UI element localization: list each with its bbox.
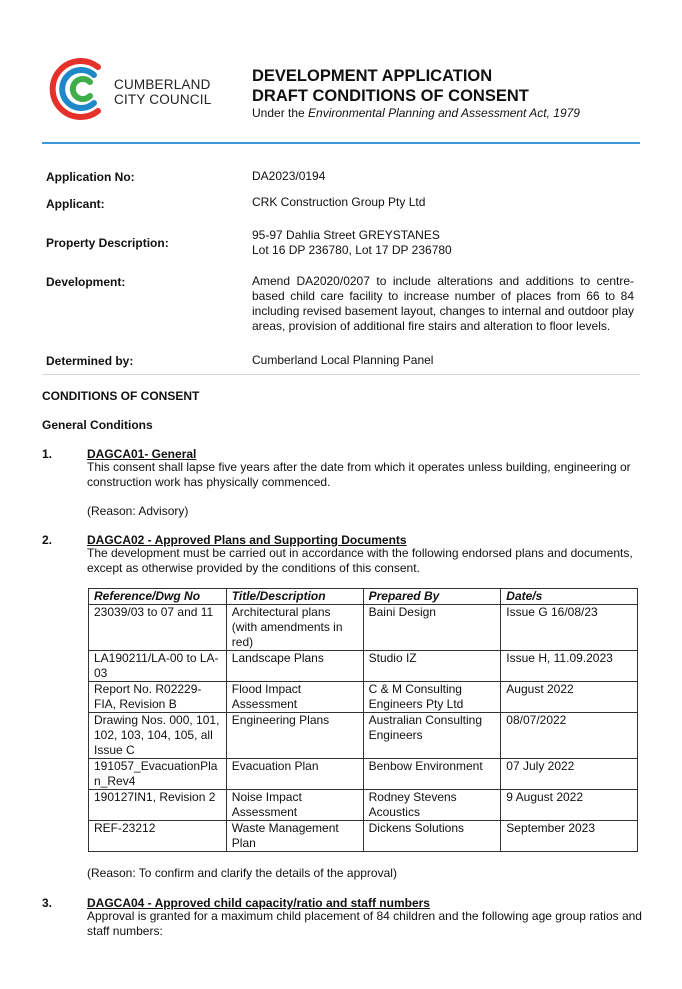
logo-wordmark [114, 77, 211, 107]
column-header-dates: Date/s [501, 589, 638, 605]
cell-reference: REF-23212 [89, 821, 227, 852]
cell-title: Landscape Plans [226, 651, 363, 682]
title-line-2: DRAFT CONDITIONS OF CONSENT [252, 87, 529, 105]
cell-reference: Drawing Nos. 000, 101, 102, 103, 104, 105, all Issue C [89, 713, 227, 759]
cell-date: 9 August 2022 [501, 790, 638, 821]
table-row [89, 605, 638, 651]
column-header-prepared-by: Prepared By [363, 589, 501, 605]
approved-plans-table [88, 588, 638, 852]
table-row [89, 759, 638, 790]
conditions-heading: CONDITIONS OF CONSENT [42, 389, 200, 403]
property-value [252, 228, 452, 258]
condition-2-reason: (Reason: To confirm and clarify the details of the approval) [87, 866, 397, 880]
condition-1-number: 1. [42, 447, 53, 461]
table-row [89, 682, 638, 713]
document-subtitle [252, 106, 580, 120]
condition-2-number: 2. [42, 533, 53, 547]
condition-1-body: This consent shall lapse five years after the date from which it operates unless building, engineering or construction work has physically commenced. [87, 460, 631, 489]
cell-title: Waste Management Plan [226, 821, 363, 852]
column-header-reference: Reference/Dwg No [89, 589, 227, 605]
cell-prepared-by: Baini Design [363, 605, 501, 651]
details-divider [42, 374, 640, 375]
council-logo [48, 56, 218, 122]
cell-title: Engineering Plans [226, 713, 363, 759]
subtitle-prefix: Under the [252, 106, 309, 120]
cell-reference: Report No. R02229-FIA, Revision B [89, 682, 227, 713]
general-conditions-heading: General Conditions [42, 418, 153, 432]
cell-reference: 191057_EvacuationPlan_Rev4 [89, 759, 227, 790]
condition-3-number: 3. [42, 896, 53, 910]
cell-reference: 23039/03 to 07 and 11 [89, 605, 227, 651]
property-line-1: 95-97 Dahlia Street GREYSTANES [252, 228, 440, 242]
cell-date: August 2022 [501, 682, 638, 713]
determined-by-label: Determined by: [46, 354, 134, 368]
property-label: Property Description: [46, 236, 169, 250]
determined-by-value: Cumberland Local Planning Panel [252, 353, 434, 367]
cell-date: Issue G 16/08/23 [501, 605, 638, 651]
cell-date: September 2023 [501, 821, 638, 852]
table-header-row [89, 589, 638, 605]
cell-title: Flood Impact Assessment [226, 682, 363, 713]
development-label: Development: [46, 275, 126, 289]
cell-title: Noise Impact Assessment [226, 790, 363, 821]
cell-title: Evacuation Plan [226, 759, 363, 790]
subtitle-act: Environmental Planning and Assessment Act, 1979 [308, 106, 580, 120]
cell-prepared-by: Benbow Environment [363, 759, 501, 790]
cell-prepared-by: Australian Consulting Engineers [363, 713, 501, 759]
cell-reference: LA190211/LA-00 to LA-03 [89, 651, 227, 682]
development-value: Amend DA2020/0207 to include alterations and additions to centre-based child care facility to increase number of places from 66 to 84 including revised basement layout, changes to internal and outdoor play areas, provision of additional fire stairs and alteration to floor levels. [252, 274, 634, 333]
council-logo-mark [48, 56, 112, 122]
table-row [89, 713, 638, 759]
applicant-value: CRK Construction Group Pty Ltd [252, 195, 426, 209]
document-title [252, 66, 529, 106]
cell-date: 08/07/2022 [501, 713, 638, 759]
application-no-value: DA2023/0194 [252, 169, 326, 183]
cell-prepared-by: Studio IZ [363, 651, 501, 682]
title-line-1: DEVELOPMENT APPLICATION [252, 67, 493, 85]
condition-2-body: The development must be carried out in accordance with the following endorsed plans and documents, except as otherwise provided by the conditions of this consent. [87, 546, 633, 575]
table-row [89, 790, 638, 821]
condition-1-reason: (Reason: Advisory) [87, 504, 189, 518]
cell-prepared-by: C & M Consulting Engineers Pty Ltd [363, 682, 501, 713]
table-row [89, 821, 638, 852]
property-line-2: Lot 16 DP 236780, Lot 17 DP 236780 [252, 243, 452, 257]
condition-3-body: Approval is granted for a maximum child placement of 84 children and the following age group ratios and staff numbers: [87, 909, 642, 938]
cell-prepared-by: Rodney Stevens Acoustics [363, 790, 501, 821]
logo-line-2: CITY COUNCIL [114, 92, 212, 107]
condition-1-title: DAGCA01- General [87, 447, 197, 461]
application-no-label: Application No: [46, 170, 135, 184]
cell-date: Issue H, 11.09.2023 [501, 651, 638, 682]
column-header-title: Title/Description [226, 589, 363, 605]
logo-line-1: CUMBERLAND [114, 77, 211, 92]
table-row [89, 651, 638, 682]
cell-date: 07 July 2022 [501, 759, 638, 790]
cell-reference: 190127IN1, Revision 2 [89, 790, 227, 821]
condition-2-title: DAGCA02 - Approved Plans and Supporting Documents [87, 533, 407, 547]
cell-title: Architectural plans (with amendments in red) [226, 605, 363, 651]
header-divider [42, 142, 640, 144]
cell-prepared-by: Dickens Solutions [363, 821, 501, 852]
condition-3-title: DAGCA04 - Approved child capacity/ratio and staff numbers [87, 896, 430, 910]
applicant-label: Applicant: [46, 197, 105, 211]
